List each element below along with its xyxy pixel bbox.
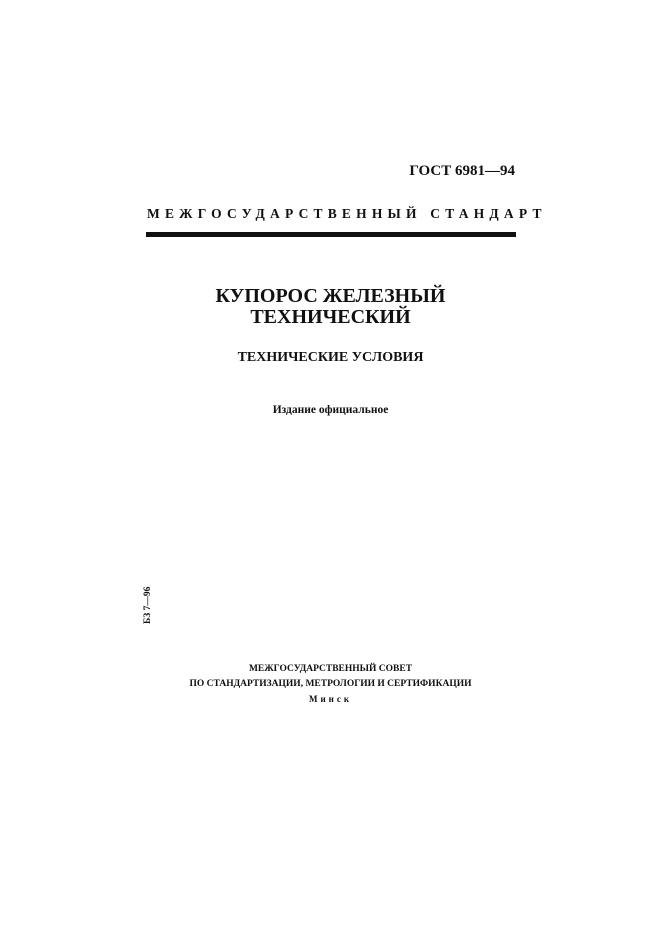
title-line-2: ТЕХНИЧЕСКИЙ bbox=[250, 306, 411, 328]
publisher-block bbox=[0, 662, 661, 707]
document-title bbox=[0, 286, 661, 328]
gost-number: ГОСТ 6981—94 bbox=[409, 163, 515, 179]
edition-note: Издание официальное bbox=[272, 404, 389, 416]
publisher-line-2: ПО СТАНДАРТИЗАЦИИ, МЕТРОЛОГИИ И СЕРТИФИКАЦИИ bbox=[189, 679, 472, 689]
publisher-city: Минск bbox=[308, 694, 353, 704]
standard-type-heading: МЕЖГОСУДАРСТВЕННЫЙ СТАНДАРТ bbox=[147, 206, 547, 221]
publisher-line-1: МЕЖГОСУДАРСТВЕННЫЙ СОВЕТ bbox=[248, 664, 413, 674]
side-code: БЗ 7—96 bbox=[143, 586, 153, 624]
title-line-1: КУПОРОС ЖЕЛЕЗНЫЙ bbox=[215, 285, 446, 307]
heading-rule bbox=[146, 232, 516, 237]
document-subtitle: ТЕХНИЧЕСКИЕ УСЛОВИЯ bbox=[237, 350, 424, 365]
